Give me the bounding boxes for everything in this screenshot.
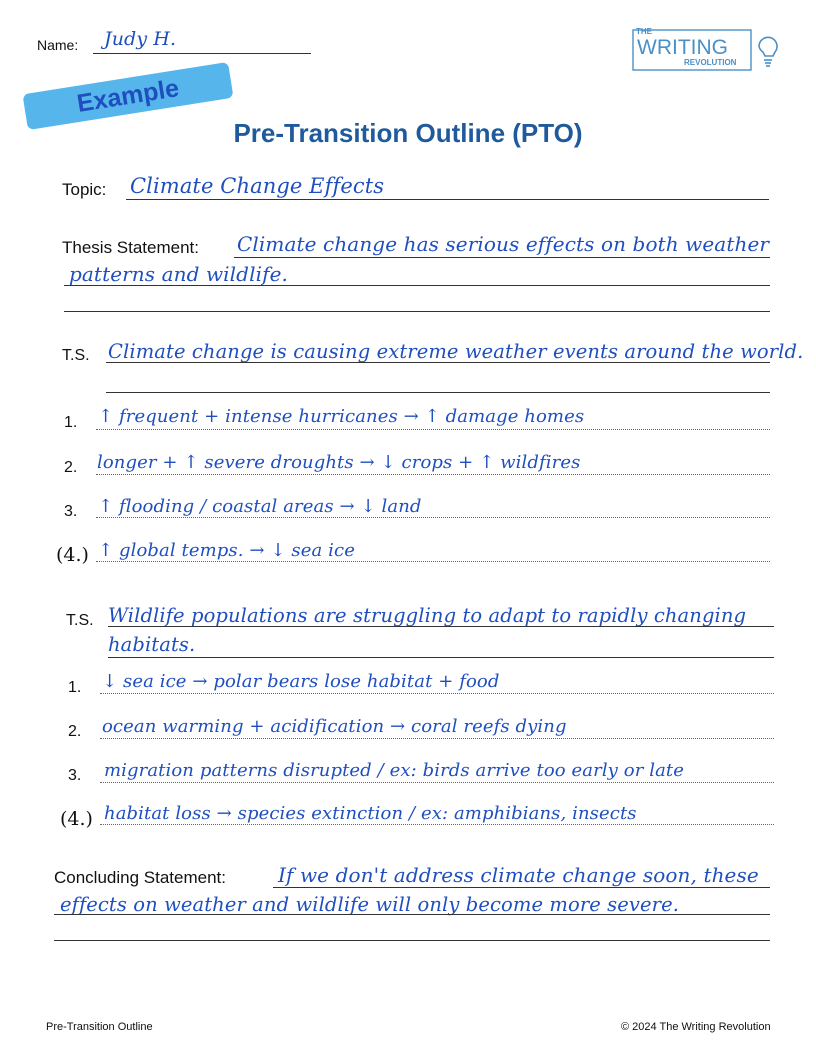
page-title: Pre-Transition Outline (PTO) (233, 118, 583, 148)
s1-item4-text[interactable]: ↑ global temps. → ↓ sea ice (98, 540, 355, 561)
s2-item4-num: (4.) (60, 808, 93, 830)
ts2-rule2 (108, 657, 774, 658)
ts2-label: T.S. (66, 612, 94, 629)
lightbulb-icon (759, 37, 777, 66)
example-banner-text: Example (75, 74, 181, 118)
s2-item1-num: 1. (68, 679, 82, 696)
s1-item4-line (96, 561, 770, 562)
thesis-line1[interactable]: Climate change has serious effects on both weather (237, 232, 770, 256)
s2-item1-text[interactable]: ↓ sea ice → polar bears lose habitat + food (102, 671, 500, 692)
ts1-rule2 (106, 392, 770, 393)
conclusion-rule3 (54, 940, 770, 941)
s2-item2-line (100, 738, 774, 739)
topic-line (126, 199, 769, 200)
ts2-line2[interactable]: habitats. (108, 633, 196, 656)
conclusion-label: Concluding Statement: (54, 868, 226, 887)
s2-item3-text[interactable]: migration patterns disrupted / ex: birds arrive too early or late (104, 760, 685, 781)
s2-item1-line (100, 693, 774, 694)
conclusion-rule1 (273, 887, 770, 888)
s2-item2-num: 2. (68, 723, 82, 740)
logo-line2: WRITING (637, 36, 728, 59)
s1-item3-text[interactable]: ↑ flooding / coastal areas → ↓ land (98, 496, 422, 517)
thesis-rule2 (64, 285, 770, 286)
name-value[interactable]: Judy H. (104, 28, 177, 50)
thesis-rule1 (234, 257, 770, 258)
footer-left: Pre-Transition Outline (46, 1021, 153, 1033)
s1-item1-line (96, 429, 770, 430)
s1-item3-num: 3. (64, 503, 78, 520)
thesis-label: Thesis Statement: (62, 238, 200, 257)
logo-line3: REVOLUTION (684, 58, 737, 67)
conclusion-line1[interactable]: If we don't address climate change soon, these (278, 863, 759, 887)
s1-item4-num: (4.) (56, 544, 89, 566)
s1-item1-text[interactable]: ↑ frequent + intense hurricanes → ↑ damage homes (98, 406, 585, 427)
name-line (93, 53, 311, 54)
s1-item2-num: 2. (64, 459, 78, 476)
s2-item4-line (100, 824, 774, 825)
topic-value[interactable]: Climate Change Effects (130, 174, 385, 198)
s1-item2-line (96, 474, 770, 475)
s2-item4-text[interactable]: habitat loss → species extinction / ex: amphibians, insects (104, 803, 637, 824)
s1-item3-line (96, 517, 770, 518)
ts1-rule1 (106, 362, 770, 363)
ts1-label: T.S. (62, 347, 90, 364)
logo (632, 24, 782, 72)
s1-item2-text[interactable]: longer + ↑ severe droughts → ↓ crops + ↑ wildfires (97, 452, 581, 473)
footer-right: © 2024 The Writing Revolution (621, 1021, 771, 1033)
name-label: Name: (37, 37, 79, 53)
s2-item2-text[interactable]: ocean warming + acidification → coral reefs dying (102, 716, 567, 737)
logo-graphic (632, 24, 782, 72)
conclusion-rule2 (54, 914, 770, 915)
conclusion-line2[interactable]: effects on weather and wildlife will only become more severe. (60, 893, 680, 916)
s1-item1-num: 1. (64, 414, 78, 431)
thesis-line2[interactable]: patterns and wildlife. (69, 262, 288, 286)
logo-line1: THE (636, 27, 652, 36)
ts2-rule1 (108, 626, 774, 627)
s2-item3-line (100, 782, 774, 783)
ts2-line1[interactable]: Wildlife populations are struggling to adapt to rapidly changing (108, 604, 747, 627)
s2-item3-num: 3. (68, 767, 82, 784)
ts1-line1[interactable]: Climate change is causing extreme weather events around the world. (108, 340, 804, 363)
topic-label: Topic: (62, 180, 107, 199)
thesis-rule3 (64, 311, 770, 312)
